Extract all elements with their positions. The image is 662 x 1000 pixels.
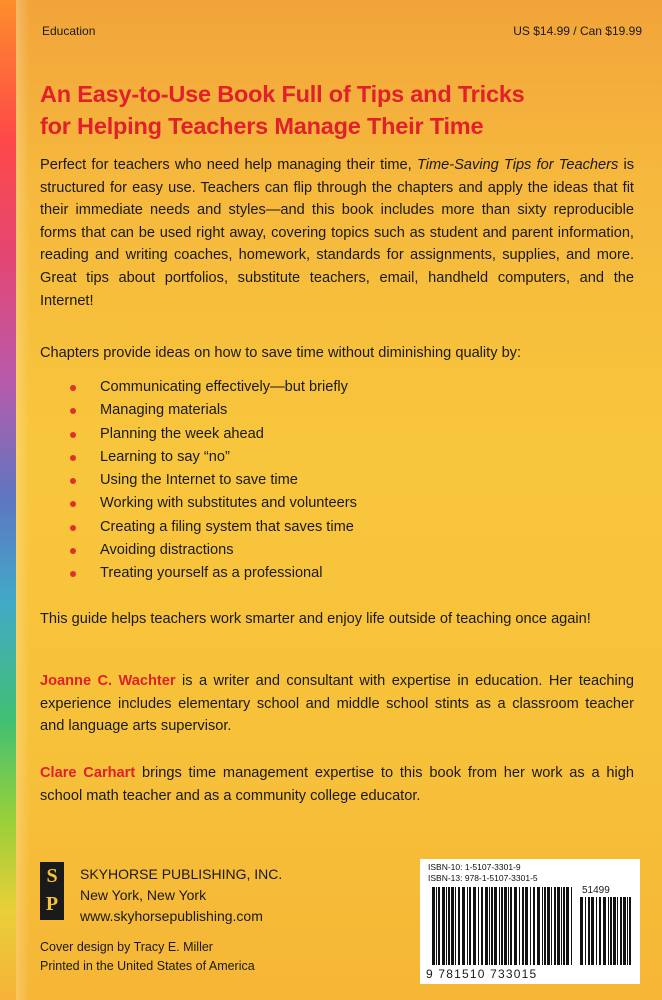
barcode-bar — [501, 887, 503, 965]
barcode-bar — [591, 897, 594, 965]
publisher-logo — [40, 862, 64, 920]
author-name: Clare Carhart — [40, 765, 136, 781]
barcode-bar — [519, 887, 520, 965]
barcode-bar — [522, 887, 524, 965]
headline-line-2: for Helping Teachers Manage Their Time — [40, 113, 484, 139]
book-title: Time-Saving Tips for Teachers — [416, 157, 619, 173]
barcode-bar — [469, 887, 471, 965]
barcode-bar — [481, 887, 483, 965]
description-lead: Perfect for teachers who need help managing their time, — [40, 157, 417, 173]
barcode-bar — [448, 887, 450, 965]
barcode-bar — [547, 887, 550, 965]
publisher-name: SKYHORSE PUBLISHING, INC. — [80, 866, 283, 882]
barcode-bar — [499, 887, 500, 965]
list-item: Avoiding distractions — [70, 539, 357, 562]
barcode-bar — [533, 887, 535, 965]
barcode-bar — [599, 897, 601, 965]
barcode-bar — [566, 887, 569, 965]
isbn-10: ISBN-10: 1-5107-3301-9 — [428, 862, 521, 872]
barcode-bar — [436, 887, 437, 965]
barcode-bar — [510, 887, 512, 965]
barcode-bar — [571, 887, 572, 965]
barcode-bar — [627, 897, 628, 965]
barcode-bar — [491, 887, 493, 965]
barcode-bar — [514, 887, 517, 965]
cover-design-credit: Cover design by Tracy E. Miller — [40, 940, 213, 954]
list-item: Using the Internet to save time — [70, 469, 357, 492]
chapters-list — [70, 376, 357, 586]
credits — [40, 938, 255, 976]
barcode-bar — [446, 887, 447, 965]
closing-paragraph: This guide helps teachers work smarter and enjoy life outside of teaching once again! — [40, 611, 591, 627]
barcode-bar — [623, 897, 626, 965]
list-item: Learning to say “no” — [70, 446, 357, 469]
barcode-panel — [420, 859, 640, 984]
headline-line-1: An Easy-to-Use Book Full of Tips and Tricks — [40, 81, 525, 107]
barcode-bar — [485, 887, 488, 965]
barcode-bar — [525, 887, 528, 965]
barcode-bar — [554, 887, 556, 965]
barcode-bar — [580, 897, 583, 965]
barcode-bar — [451, 887, 454, 965]
author-bio-wachter — [40, 670, 634, 738]
barcode-bar — [629, 897, 631, 965]
barcode-bar — [508, 887, 509, 965]
rainbow-spine-stripe — [0, 0, 16, 1000]
author-bio-text: brings time management expertise to this book from her work as a high school math teacher and as a community college educator. — [40, 765, 635, 804]
list-item: Planning the week ahead — [70, 423, 357, 446]
price-addon-number: 51499 — [582, 885, 610, 896]
logo-letter-s: S — [46, 865, 58, 887]
barcode-bar — [489, 887, 490, 965]
printed-in-label: Printed in the United States of America — [40, 959, 255, 973]
list-item: Creating a filing system that saves time — [70, 516, 357, 539]
barcode-bar — [438, 887, 440, 965]
ean-barcode — [432, 887, 572, 965]
list-item: Communicating effectively—but briefly — [70, 376, 357, 399]
barcode-bar — [478, 887, 479, 965]
barcode-bar — [603, 897, 606, 965]
list-item: Working with substitutes and volunteers — [70, 492, 357, 515]
chapters-intro: Chapters provide ideas on how to save time without diminishing quality by: — [40, 345, 522, 361]
barcode-bar — [613, 897, 616, 965]
barcode-bar — [442, 887, 445, 965]
author-bio-text: is a writer and consultant with expertise in education. Her teaching experience includes elementary school and middle school stints as a classroom teacher and language arts supervisor. — [40, 673, 634, 735]
logo-letter-p: P — [45, 893, 59, 915]
category-label: Education — [42, 24, 96, 38]
barcode-bar — [537, 887, 540, 965]
barcode-bar — [458, 887, 460, 965]
barcode-bar — [473, 887, 476, 965]
barcode-bar — [467, 887, 468, 965]
list-item: Treating yourself as a professional — [70, 562, 357, 585]
barcode-bar — [561, 887, 562, 965]
price-label: US $14.99 / Can $19.99 — [513, 24, 642, 38]
barcode-bar — [610, 897, 612, 965]
description-paragraph — [40, 154, 634, 312]
barcode-bar — [588, 897, 590, 965]
barcode-bar — [544, 887, 546, 965]
author-name: Joanne C. Wachter — [40, 673, 176, 689]
barcode-bar — [462, 887, 465, 965]
barcode-bar — [494, 887, 497, 965]
barcode-bar — [596, 897, 597, 965]
description-rest: is structured for easy use. Teachers can flip through the chapters and apply the ideas that fit their immediate needs and styles—and this book includes more than sixty reproducible forms that can be used right away, covering topics such as student and parent information, reading and writing coaches, homework, standards for assignments, supplies, and more. Great tips about portfolios, substitute teachers, email, handheld computers, and the Internet! — [40, 157, 635, 309]
author-bio-carhart — [40, 762, 634, 807]
barcode-bar — [557, 887, 560, 965]
barcode-bar — [504, 887, 507, 965]
barcode-bar — [551, 887, 552, 965]
barcode-bar — [542, 887, 543, 965]
barcode-bar — [617, 897, 618, 965]
publisher-city: New York, New York — [80, 887, 207, 903]
list-item: Managing materials — [70, 399, 357, 422]
barcode-bar — [530, 887, 531, 965]
barcode-bar — [563, 887, 565, 965]
headline — [40, 78, 640, 142]
publisher-info — [80, 864, 282, 927]
publisher-website: www.skyhorsepublishing.com — [80, 908, 263, 924]
barcode-bar — [432, 887, 435, 965]
isbn-13: ISBN-13: 978-1-5107-3301-5 — [428, 873, 538, 883]
barcode-bar — [585, 897, 586, 965]
addon-barcode — [580, 897, 632, 965]
ean-number: 9 781510 733015 — [426, 967, 538, 981]
barcode-bar — [620, 897, 622, 965]
barcode-bar — [608, 897, 609, 965]
barcode-bar — [455, 887, 456, 965]
